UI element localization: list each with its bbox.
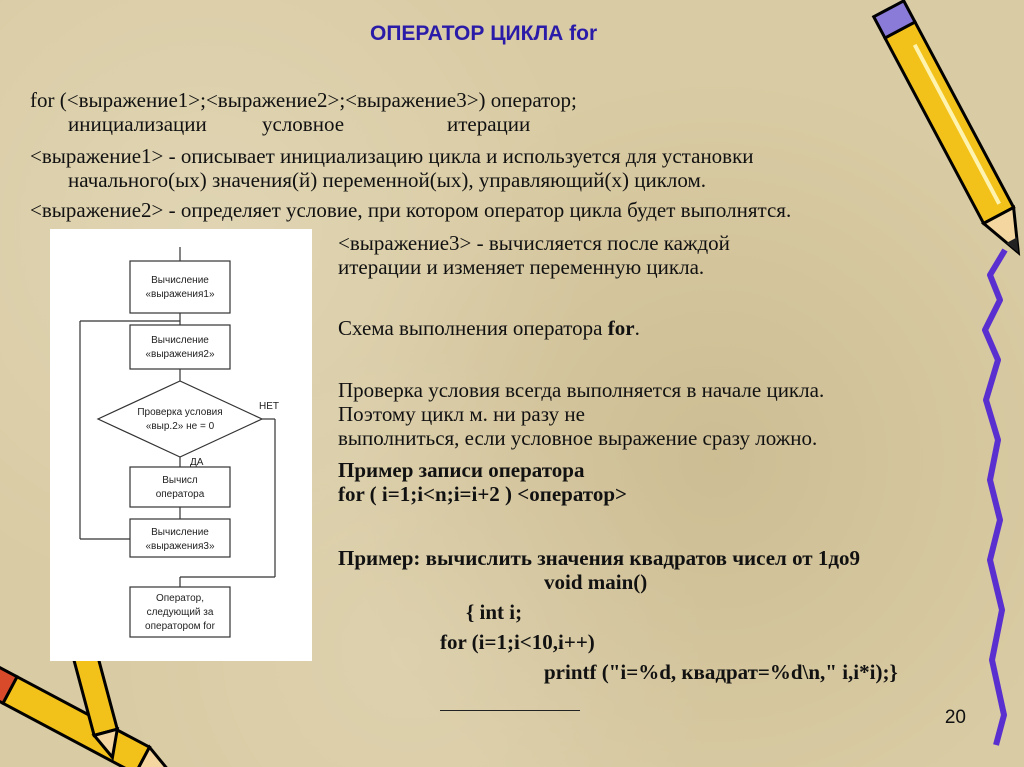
flow-box-init [130, 261, 230, 313]
example-title: Пример записи оператора [338, 458, 585, 482]
slide-title: ОПЕРАТОР ЦИКЛА for [370, 22, 598, 45]
scheme-line [338, 316, 640, 340]
flow-box1-l2: «выражения1» [145, 289, 215, 300]
flow-box5-l1: Оператор, [155, 593, 205, 604]
expr3-line2: итерации и изменяет переменную цикла. [338, 255, 705, 279]
flow-diamond [98, 381, 262, 457]
flow-box2-l2: «выражения2» [145, 349, 215, 360]
scheme-text: Схема выполнения оператора [338, 316, 608, 340]
syntax-line: for (<выражение1>;<выражение2>;<выражение3>) оператор; [30, 88, 577, 112]
example-code: for ( i=1;i<n;i=i+2 ) <оператор> [338, 482, 627, 506]
expr2-line: <выражение2> - определяет условие, при котором оператор цикла будет выполнятся. [30, 198, 792, 222]
expr1-line1: <выражение1> - описывает инициализацию цикла и используется для установки [30, 144, 754, 168]
syntax-label-cond: условное [262, 112, 345, 136]
scheme-dot: . [634, 316, 640, 340]
flow-box4-l1: Вычисление [151, 527, 209, 538]
scheme-keyword: for [607, 316, 635, 340]
flow-box5-l3: оператором for [145, 621, 215, 632]
flow-box4-l2: «выражения3» [145, 541, 215, 552]
code-line-2: { int i; [466, 600, 523, 624]
flow-box3-l2: оператора [155, 489, 205, 500]
expr3-line1: <выражение3> - вычисляется после каждой [338, 231, 730, 255]
syntax-label-init: инициализации [68, 112, 207, 136]
check-line3: выполниться, если условное выражение сразу ложно. [338, 426, 818, 450]
code-line-1: void main() [544, 570, 648, 594]
flow-diamond-l2: «выр.2» не = 0 [145, 421, 215, 432]
syntax-label-iter: итерации [447, 112, 531, 136]
flowchart [50, 229, 312, 661]
flow-no-label: НЕТ [259, 401, 279, 412]
page-number: 20 [944, 707, 966, 728]
flow-box2-l1: Вычисление [151, 335, 209, 346]
code-line-4: printf ("i=%d, квадрат=%d\n," i,i*i);} [544, 660, 898, 684]
bottom-rule [440, 710, 580, 711]
flow-box1-l1: Вычисление [151, 275, 209, 286]
code-line-3: for (i=1;i<10,i++) [440, 630, 595, 654]
check-line2: Поэтому цикл м. ни разу не [338, 402, 585, 426]
flow-box5-l2: следующий за [146, 607, 214, 618]
flow-box-cond-calc [130, 325, 230, 369]
task-line: Пример: вычислить значения квадратов чисел от 1до9 [338, 546, 860, 570]
flow-box-operator [130, 467, 230, 507]
check-line1: Проверка условия всегда выполняется в начале цикла. [338, 378, 825, 402]
expr1-line2: начального(ых) значения(й) переменной(ых), управляющий(х) циклом. [68, 168, 707, 192]
flow-yes-label: ДА [190, 457, 204, 468]
flow-diamond-l1: Проверка условия [137, 407, 223, 418]
flow-box3-l1: Вычисл [162, 475, 198, 486]
